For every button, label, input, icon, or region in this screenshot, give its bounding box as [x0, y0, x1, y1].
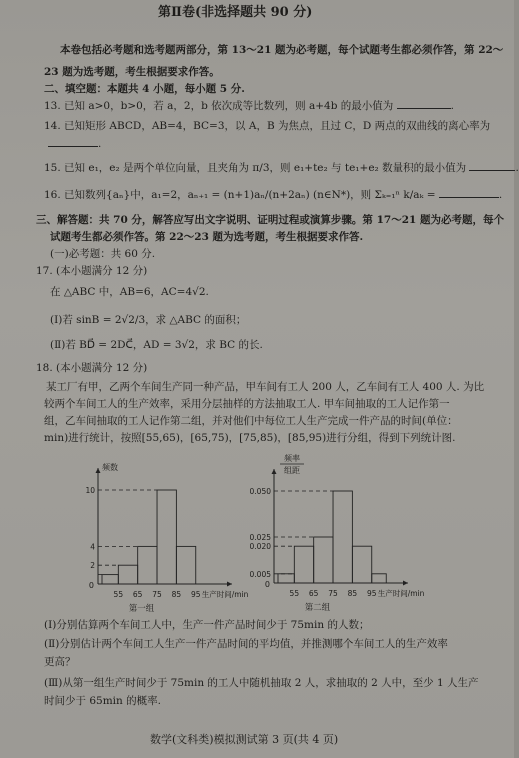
- solve-heading-1: 三、解答题：共 70 分，解答应写出文字说明、证明过程或演算步骤。第 17～21 题为必考题，每个: [36, 214, 504, 226]
- x-tick-label: 75: [152, 590, 162, 599]
- fill-heading: 二、填空题：本题共 4 小题，每小题 5 分.: [44, 83, 245, 95]
- bar: [138, 546, 157, 584]
- required-label: (一)必考题：共 60 分.: [50, 248, 156, 260]
- answer-blank-15[interactable]: [469, 170, 515, 171]
- question-18-line-2: 较两个车间工人的生产效率，采用分层抽样的方法抽取工人. 甲车间抽取的工人记作第一: [44, 398, 450, 410]
- bar: [176, 546, 195, 584]
- x-tick-label: 85: [171, 590, 182, 599]
- question-18-part-3b: 时间少于 65min 的概率.: [44, 695, 161, 707]
- question-18-part-1: (Ⅰ)分别估算两个车间工人中，生产一件产品时间少于 75min 的人数；: [44, 619, 370, 631]
- histogram-group-2: [240, 455, 450, 620]
- bar: [352, 546, 371, 583]
- y-axis-arrow: [272, 469, 277, 474]
- question-15: 15. 已知 e₁，e₂ 是两个单位向量，且夹角为 π/3，则 e₁+te₂ 与 te₁+e₂ 数量积的最小值为 .: [44, 162, 519, 174]
- bar: [118, 565, 137, 584]
- x-axis-label: 生产时间/min: [201, 590, 249, 599]
- question-18-part-2b: 更高？: [44, 656, 76, 668]
- question-16: 16. 已知数列{aₙ}中，a₁=2，aₙ₊₁ = (n+1)aₙ/(n+2aₙ) (n∈N*)，则 Σₖ₌₁ⁿ k/aₖ = .: [44, 189, 503, 201]
- x-tick-label: 75: [328, 589, 338, 598]
- x-tick-label: 55: [113, 590, 124, 599]
- page-footer: 数学(文科类)模拟测试第 3 页(共 4 页): [150, 733, 339, 746]
- question-17-body: 在 △ABC 中，AB=6，AC=4√2.: [50, 286, 209, 298]
- bar-left-edge: [278, 574, 294, 583]
- y-axis-label-top: 频率: [284, 454, 300, 463]
- bar-right-edge: [372, 574, 387, 583]
- question-18-part-2a: (Ⅱ)分别估计两个车间工人生产一件产品时间的平均值，并推测哪个车间工人的生产效率: [44, 638, 448, 650]
- x-tick-label: 65: [132, 590, 143, 599]
- y-axis-label: 频数: [102, 463, 118, 472]
- question-15-text: 15. 已知 e₁，e₂ 是两个单位向量，且夹角为 π/3，则 e₁+te₂ 与 te₁+e₂ 数量积的最小值为: [44, 162, 467, 174]
- question-17-part-1: (Ⅰ)若 sinB = 2√2/3，求 △ABC 的面积；: [50, 314, 247, 326]
- y-tick-label: 0.025: [249, 533, 271, 542]
- x-axis-arrow: [227, 582, 232, 587]
- question-18-head: 18. (本小题满分 12 分): [36, 362, 148, 374]
- chart-title: 第一组: [128, 604, 155, 614]
- x-tick-label: 85: [347, 589, 358, 598]
- bar: [314, 537, 333, 583]
- answer-blank-13[interactable]: [397, 108, 451, 109]
- origin-label: 0: [88, 581, 94, 590]
- question-16-text: 16. 已知数列{aₙ}中，a₁=2，aₙ₊₁ = (n+1)aₙ/(n+2aₙ) (n∈N*)，则 Σₖ₌₁ⁿ k/aₖ =: [44, 189, 436, 201]
- x-tick-label: 65: [308, 589, 319, 598]
- bar: [157, 490, 176, 584]
- question-18-line-4: min)进行统计，按照[55,65)，[65,75)，[75,85)，[85,95)进行分组，得到下列统计图.: [44, 432, 456, 444]
- y-tick-label: 4: [90, 542, 95, 552]
- x-tick-label: 95: [366, 589, 377, 598]
- bar-left-edge: [102, 575, 118, 584]
- bar: [294, 546, 313, 583]
- y-tick-label: 0.050: [249, 487, 271, 496]
- origin-label: 0: [264, 580, 270, 589]
- y-axis-label-bottom: 组距: [284, 466, 300, 475]
- answer-blank-14[interactable]: [48, 146, 98, 147]
- intro-line-2: 23 题为选考题，考生根据要求作答。: [44, 66, 220, 78]
- chart-title: 第二组: [304, 603, 331, 613]
- intro-line-1: 本卷包括必考题和选考题两部分，第 13～21 题为必考题，每个试题考生都必须作答，第 22～: [60, 44, 504, 56]
- question-18-line-1: 某工厂有甲，乙两个车间生产同一种产品，甲车间有工人 200 人，乙车间有工人 400 人. 为比: [46, 381, 485, 393]
- y-tick-label: 2: [90, 561, 95, 571]
- x-axis-arrow: [403, 581, 408, 586]
- y-tick-label: 0.020: [249, 542, 271, 552]
- answer-blank-14-wrap: .: [48, 137, 101, 151]
- x-tick-label: 55: [289, 589, 300, 598]
- question-14: 14. 已知矩形 ABCD，AB=4，BC=3，以 A，B 为焦点，且过 C，D 两点的双曲线的离心率为: [44, 120, 491, 132]
- question-18-line-3: 组，乙车间抽取的工人记作第二组，并对他们中每位工人生产完成一件产品的时间(单位：: [44, 415, 458, 427]
- x-axis-label: 生产时间/min: [377, 589, 425, 598]
- y-tick-label: 10: [85, 486, 95, 495]
- y-tick-label: 0.005: [249, 569, 271, 579]
- solve-heading-2: 试题考生都必须作答。第 22～23 题为选考题，考生根据要求作答.: [50, 231, 364, 243]
- question-18-part-3a: (Ⅲ)从第一组生产时间少于 75min 的工人中随机抽取 2 人，求抽取的 2 人中，至少 1 人生产: [44, 677, 479, 689]
- question-13-text: 13. 已知 a>0，b>0，若 a，2，b 依次成等比数列，则 a+4b 的最小值为: [44, 100, 394, 112]
- question-17-part-2: (Ⅱ)若 BD⃗ = 2DC⃗，AD = 3√2，求 BC 的长.: [50, 339, 263, 351]
- bar: [333, 491, 352, 583]
- x-tick-label: 95: [190, 590, 201, 599]
- question-17-head: 17. (本小题满分 12 分): [36, 265, 148, 277]
- answer-blank-16[interactable]: [439, 197, 499, 198]
- question-13: 13. 已知 a>0，b>0，若 a，2，b 依次成等比数列，则 a+4b 的最小值为 .: [44, 100, 454, 112]
- y-axis-arrow: [96, 468, 101, 473]
- section-title: 第Ⅱ卷(非选择题共 90 分): [158, 5, 313, 20]
